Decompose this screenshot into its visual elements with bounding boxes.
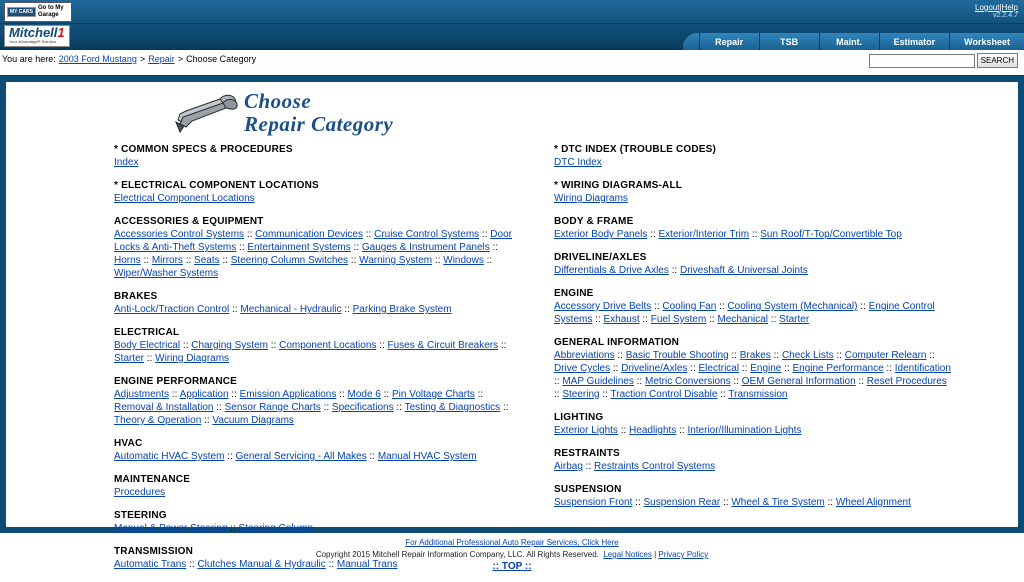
category-link-manual-trans[interactable]: Manual Trans xyxy=(336,559,398,570)
category-link-computer-relearn[interactable]: Computer Relearn xyxy=(844,350,927,361)
link-separator: :: xyxy=(380,389,392,400)
category-link-general-servicing-all-makes[interactable]: General Servicing - All Makes xyxy=(235,451,367,462)
mitchell-logo[interactable] xyxy=(4,25,70,47)
category-link-list xyxy=(554,349,954,401)
category-link-driveline-axles[interactable]: Driveline/Axles xyxy=(621,363,688,374)
link-separator: :: xyxy=(350,242,362,253)
category-link-wiring-diagrams[interactable]: Wiring Diagrams xyxy=(554,193,628,204)
link-separator: :: xyxy=(376,340,388,351)
category-group-title: TRANSMISSION xyxy=(114,546,194,557)
category-link-restraints-control-systems[interactable]: Restraints Control Systems xyxy=(594,461,716,472)
category-link-accessory-drive-belts[interactable]: Accessory Drive Belts xyxy=(554,301,652,312)
search-box xyxy=(869,53,1018,68)
link-separator: :: xyxy=(366,451,378,462)
privacy-policy-link[interactable]: Privacy Policy xyxy=(658,550,709,559)
category-link-sensor-range-charts[interactable]: Sensor Range Charts xyxy=(224,402,321,413)
category-group-wiring-diagrams-all xyxy=(554,180,1018,205)
link-separator: :: xyxy=(720,497,732,508)
category-link-removal-installation[interactable]: Removal & Installation xyxy=(114,402,214,413)
page-header xyxy=(6,82,1018,144)
category-link-starter[interactable]: Starter xyxy=(779,314,810,325)
category-group-engine xyxy=(554,288,1018,326)
category-link-fuses-circuit-breakers[interactable]: Fuses & Circuit Breakers xyxy=(387,340,499,351)
right-column xyxy=(512,144,1018,582)
link-separator: :: xyxy=(857,301,869,312)
category-link-list xyxy=(554,264,954,277)
link-separator: :: xyxy=(180,340,192,351)
breadcrumb-prefix: You are here: xyxy=(2,54,56,64)
link-separator: :: xyxy=(554,376,563,387)
link-separator: :: xyxy=(144,353,156,364)
link-separator: :: xyxy=(730,376,742,387)
link-separator: :: xyxy=(926,350,935,361)
category-link-mode-6[interactable]: Mode 6 xyxy=(347,389,381,400)
link-separator: :: xyxy=(489,242,499,253)
category-link-steering-column-switches[interactable]: Steering Column Switches xyxy=(230,255,349,266)
category-link-list xyxy=(114,339,512,365)
link-separator: :: xyxy=(717,389,729,400)
category-link-theory-operation[interactable]: Theory & Operation xyxy=(114,415,202,426)
link-separator: :: xyxy=(554,389,563,400)
category-link-wheel-alignment[interactable]: Wheel Alignment xyxy=(835,497,911,508)
category-group-title: * ELECTRICAL COMPONENT LOCATIONS xyxy=(114,180,319,191)
category-link-door-locks-anti-theft-systems[interactable]: Door Locks & Anti-Theft Systems xyxy=(114,229,512,253)
category-link-testing-diagnostics[interactable]: Testing & Diagnostics xyxy=(404,402,501,413)
category-link-list xyxy=(554,424,954,437)
link-separator: :: xyxy=(479,229,491,240)
category-group-title: GENERAL INFORMATION xyxy=(554,337,680,348)
category-group-engine-performance xyxy=(114,376,512,427)
category-link-metric-conversions[interactable]: Metric Conversions xyxy=(645,376,731,387)
link-separator: :: xyxy=(244,229,256,240)
link-separator: :: xyxy=(325,559,337,570)
category-group-title: BODY & FRAME xyxy=(554,216,634,227)
category-link-engine-control-systems[interactable]: Engine Control Systems xyxy=(554,301,935,325)
category-link-sun-roof-t-top-convertible-top[interactable]: Sun Roof/T-Top/Convertible Top xyxy=(760,229,902,240)
link-separator: :: xyxy=(632,497,644,508)
page-title-line1: Choose xyxy=(244,89,312,113)
nav-left-cap xyxy=(683,33,699,50)
category-link-parking-brake-system[interactable]: Parking Brake System xyxy=(352,304,452,315)
link-separator: :: xyxy=(320,402,332,413)
category-link-list xyxy=(114,450,512,463)
main-nav xyxy=(683,24,1024,50)
copyright-text: Copyright 2015 Mitchell Repair Information Company, LLC. All Rights Reserved. xyxy=(315,550,599,559)
brand-bar xyxy=(0,24,1024,50)
category-link-procedures[interactable]: Procedures xyxy=(114,487,166,498)
category-link-interior-illumination-lights[interactable]: Interior/Illumination Lights xyxy=(687,425,802,436)
category-link-list xyxy=(554,228,954,241)
brand-tagline: Your eDvantage® Solution xyxy=(9,39,57,44)
category-group-restraints xyxy=(554,448,1018,473)
my-garage-button[interactable] xyxy=(4,2,72,22)
category-group-title: RESTRAINTS xyxy=(554,448,620,459)
category-link-list xyxy=(554,156,954,169)
category-link-list xyxy=(114,522,512,535)
category-link-adjustments[interactable]: Adjustments xyxy=(114,389,170,400)
category-group-title: * WIRING DIAGRAMS-ALL xyxy=(554,180,683,191)
category-link-communication-devices[interactable]: Communication Devices xyxy=(255,229,363,240)
back-to-top-link[interactable]: :: TOP :: xyxy=(492,561,532,572)
link-separator: :: xyxy=(676,425,688,436)
category-link-traction-control-disable[interactable]: Traction Control Disable xyxy=(610,389,718,400)
link-separator: :: xyxy=(483,255,493,266)
brand-name: Mitchell xyxy=(9,25,58,40)
breadcrumb-sep-2: > xyxy=(177,54,184,64)
category-link-list xyxy=(114,388,512,427)
category-link-list xyxy=(114,486,512,499)
category-group-title: ELECTRICAL xyxy=(114,327,180,338)
category-link-wheel-tire-system[interactable]: Wheel & Tire System xyxy=(731,497,825,508)
category-columns xyxy=(6,144,1018,582)
link-separator: :: xyxy=(228,389,240,400)
category-link-engine-performance[interactable]: Engine Performance xyxy=(792,363,884,374)
category-link-anti-lock-traction-control[interactable]: Anti-Lock/Traction Control xyxy=(114,304,230,315)
link-separator: :: xyxy=(213,402,225,413)
tab-maint[interactable]: Maint. xyxy=(819,33,879,50)
link-separator: :: xyxy=(687,363,699,374)
link-separator: :: xyxy=(768,314,780,325)
my-garage-label-line2: Garage xyxy=(37,12,59,18)
category-link-electrical-component-locations[interactable]: Electrical Component Locations xyxy=(114,193,255,204)
category-group-maintenance xyxy=(114,474,512,499)
category-group-dtc-index-trouble-codes xyxy=(554,144,1018,169)
category-link-steering-column[interactable]: Steering Column xyxy=(238,523,314,534)
link-separator: :: xyxy=(363,229,375,240)
category-group-title: LIGHTING xyxy=(554,412,604,423)
breadcrumb-vehicle[interactable]: 2003 Ford Mustang xyxy=(58,54,137,64)
category-link-exhaust[interactable]: Exhaust xyxy=(603,314,640,325)
category-link-accessories-control-systems[interactable]: Accessories Control Systems xyxy=(114,229,245,240)
category-link-pin-voltage-charts[interactable]: Pin Voltage Charts xyxy=(391,389,475,400)
tab-repair[interactable]: Repair xyxy=(699,33,759,50)
category-group-driveline-axles xyxy=(554,252,1018,277)
category-group-suspension xyxy=(554,484,1018,509)
link-separator: :: xyxy=(229,304,241,315)
category-link-identification[interactable]: Identification xyxy=(894,363,951,374)
category-link-seats[interactable]: Seats xyxy=(194,255,220,266)
footer-divider: | xyxy=(654,550,657,559)
category-link-body-electrical[interactable]: Body Electrical xyxy=(114,340,181,351)
category-link-list xyxy=(114,156,512,169)
category-link-list xyxy=(554,192,954,205)
category-group-steering xyxy=(114,510,512,535)
category-link-fuel-system[interactable]: Fuel System xyxy=(650,314,707,325)
link-separator: :: xyxy=(728,350,740,361)
category-group-electrical-component-locations xyxy=(114,180,512,205)
category-group-lighting xyxy=(554,412,1018,437)
my-garage-label-line1: Go to My xyxy=(37,5,64,11)
legal-notices-link[interactable]: Legal Notices xyxy=(603,550,652,559)
category-group-title: ACCESSORIES & EQUIPMENT xyxy=(114,216,264,227)
category-link-headlights[interactable]: Headlights xyxy=(629,425,677,436)
category-link-check-lists[interactable]: Check Lists xyxy=(781,350,834,361)
breadcrumb-sep-1: > xyxy=(139,54,146,64)
link-separator: :: xyxy=(500,402,509,413)
category-link-wiper-washer-systems[interactable]: Wiper/Washer Systems xyxy=(114,268,219,279)
category-group-title: ENGINE xyxy=(554,288,594,299)
category-link-entertainment-systems[interactable]: Entertainment Systems xyxy=(247,242,351,253)
breadcrumb-repair[interactable]: Repair xyxy=(148,54,175,64)
link-separator: :: xyxy=(140,255,152,266)
link-separator: :: xyxy=(749,229,761,240)
tab-estimator[interactable]: Estimator xyxy=(879,33,950,50)
category-group-title: STEERING xyxy=(114,510,167,521)
link-separator: :: xyxy=(647,229,659,240)
link-separator: :: xyxy=(224,451,236,462)
category-link-abbreviations[interactable]: Abbreviations xyxy=(554,350,615,361)
link-separator: :: xyxy=(592,314,604,325)
category-link-cooling-fan[interactable]: Cooling Fan xyxy=(662,301,717,312)
link-separator: :: xyxy=(227,523,239,534)
link-separator: :: xyxy=(201,415,213,426)
link-separator: :: xyxy=(236,242,248,253)
tab-worksheet[interactable]: Worksheet xyxy=(949,33,1024,50)
help-link[interactable]: Help xyxy=(1001,3,1018,12)
link-separator: :: xyxy=(219,255,231,266)
link-separator: :: xyxy=(639,314,651,325)
link-separator: :: xyxy=(668,265,680,276)
tab-tsb[interactable]: TSB xyxy=(759,33,819,50)
link-separator: :: xyxy=(582,461,595,472)
breadcrumb-bar xyxy=(0,50,1024,76)
category-link-driveshaft-universal-joints[interactable]: Driveshaft & Universal Joints xyxy=(679,265,808,276)
category-link-mechanical[interactable]: Mechanical xyxy=(717,314,769,325)
link-separator: :: xyxy=(474,389,484,400)
category-link-starter[interactable]: Starter xyxy=(114,353,145,364)
link-separator: :: xyxy=(651,301,663,312)
category-link-brakes[interactable]: Brakes xyxy=(739,350,771,361)
category-link-drive-cycles[interactable]: Drive Cycles xyxy=(554,363,611,374)
category-link-list xyxy=(114,303,512,316)
category-link-transmission[interactable]: Transmission xyxy=(728,389,788,400)
link-separator: :: xyxy=(781,363,793,374)
top-right-links xyxy=(975,3,1018,19)
logout-link[interactable]: Logout xyxy=(975,3,1000,12)
link-separator: :: xyxy=(739,363,751,374)
pro-services-link[interactable]: For Additional Professional Auto Repair Services, Click Here xyxy=(405,538,619,547)
top-bar xyxy=(0,0,1024,24)
link-separator: :: xyxy=(770,350,782,361)
category-link-list xyxy=(554,300,954,326)
category-link-oem-general-information[interactable]: OEM General Information xyxy=(741,376,856,387)
category-link-manual-hvac-system[interactable]: Manual HVAC System xyxy=(377,451,477,462)
category-link-windows[interactable]: Windows xyxy=(443,255,484,266)
category-link-emission-applications[interactable]: Emission Applications xyxy=(239,389,337,400)
category-link-exterior-interior-trim[interactable]: Exterior/Interior Trim xyxy=(658,229,750,240)
category-link-differentials-drive-axles[interactable]: Differentials & Drive Axles xyxy=(554,265,669,276)
category-group-title: SUSPENSION xyxy=(554,484,622,495)
category-group-title: MAINTENANCE xyxy=(114,474,191,485)
category-link-wiring-diagrams[interactable]: Wiring Diagrams xyxy=(155,353,230,364)
category-group-general-information xyxy=(554,337,1018,401)
link-separator: :: xyxy=(716,301,728,312)
my-cars-logo: MY CARS xyxy=(7,7,36,17)
category-group-brakes xyxy=(114,291,512,316)
link-separator: :: xyxy=(169,389,180,400)
category-link-vacuum-diagrams[interactable]: Vacuum Diagrams xyxy=(212,415,294,426)
link-separator: :: xyxy=(393,402,405,413)
category-link-horns[interactable]: Horns xyxy=(114,255,141,266)
link-separator: :: xyxy=(633,376,645,387)
category-link-suspension-front[interactable]: Suspension Front xyxy=(554,497,633,508)
category-link-index[interactable]: Index xyxy=(114,157,139,168)
link-separator: :: xyxy=(824,497,836,508)
link-separator: :: xyxy=(432,255,444,266)
link-separator: :: xyxy=(336,389,348,400)
category-link-mirrors[interactable]: Mirrors xyxy=(151,255,183,266)
category-link-basic-trouble-shooting[interactable]: Basic Trouble Shooting xyxy=(625,350,729,361)
link-separator: :: xyxy=(706,314,718,325)
category-link-application[interactable]: Application xyxy=(179,389,229,400)
page-title xyxy=(244,90,393,136)
category-group-title: DRIVELINE/AXLES xyxy=(554,252,647,263)
category-group-accessories-equipment xyxy=(114,216,512,280)
category-link-list xyxy=(114,558,512,571)
link-separator: :: xyxy=(348,255,360,266)
category-link-component-locations[interactable]: Component Locations xyxy=(279,340,377,351)
wrench-icon xyxy=(174,90,240,141)
category-link-map-guidelines[interactable]: MAP Guidelines xyxy=(562,376,634,387)
link-separator: :: xyxy=(614,350,626,361)
page-title-line2: Repair Category xyxy=(244,112,394,136)
link-separator: :: xyxy=(833,350,845,361)
category-link-list xyxy=(554,460,954,473)
link-separator: :: xyxy=(599,389,611,400)
category-group-transmission xyxy=(114,546,512,571)
link-separator: :: xyxy=(267,340,280,351)
category-link-warning-system[interactable]: Warning System xyxy=(359,255,433,266)
brand-dot: 1 xyxy=(57,25,65,40)
link-separator: :: xyxy=(182,255,195,266)
link-separator: :: xyxy=(341,304,353,315)
category-link-clutches-manual-hydraulic[interactable]: Clutches Manual & Hydraulic xyxy=(197,559,326,570)
link-separator: :: xyxy=(610,363,622,374)
category-link-list xyxy=(114,192,512,205)
category-link-specifications[interactable]: Specifications xyxy=(331,402,394,413)
version-label: v2.2.4.7 xyxy=(993,12,1018,19)
left-column xyxy=(6,144,512,582)
category-group-body-frame xyxy=(554,216,1018,241)
category-link-engine[interactable]: Engine xyxy=(750,363,782,374)
category-group-title: HVAC xyxy=(114,438,143,449)
links-divider: | xyxy=(999,3,1002,12)
category-link-airbag[interactable]: Airbag xyxy=(554,461,583,472)
category-link-list xyxy=(554,496,954,509)
category-link-manual-power-steering[interactable]: Manual & Power Steering xyxy=(114,523,228,534)
category-link-reset-procedures[interactable]: Reset Procedures xyxy=(866,376,947,387)
category-link-mechanical-hydraulic[interactable]: Mechanical - Hydraulic xyxy=(240,304,342,315)
category-group-electrical xyxy=(114,327,512,365)
category-group-hvac xyxy=(114,438,512,463)
category-link-suspension-rear[interactable]: Suspension Rear xyxy=(643,497,721,508)
category-link-dtc-index[interactable]: DTC Index xyxy=(554,157,602,168)
category-group-title: * DTC INDEX (TROUBLE CODES) xyxy=(554,144,717,155)
category-link-exterior-body-panels[interactable]: Exterior Body Panels xyxy=(554,229,648,240)
category-link-cruise-control-systems[interactable]: Cruise Control Systems xyxy=(374,229,480,240)
category-link-exterior-lights[interactable]: Exterior Lights xyxy=(554,425,618,436)
category-link-charging-system[interactable]: Charging System xyxy=(191,340,268,351)
link-separator: :: xyxy=(855,376,867,387)
category-link-list xyxy=(114,228,512,280)
search-input[interactable] xyxy=(869,54,975,68)
link-separator: :: xyxy=(883,363,895,374)
category-link-gauges-instrument-panels[interactable]: Gauges & Instrument Panels xyxy=(361,242,490,253)
search-button[interactable]: SEARCH xyxy=(977,53,1018,68)
link-separator: :: xyxy=(617,425,630,436)
breadcrumb-current: Choose Category xyxy=(186,54,257,64)
category-link-automatic-hvac-system[interactable]: Automatic HVAC System xyxy=(114,451,225,462)
category-group-title: ENGINE PERFORMANCE xyxy=(114,376,238,387)
category-link-steering[interactable]: Steering xyxy=(562,389,600,400)
category-group-title: * COMMON SPECS & PROCEDURES xyxy=(114,144,293,155)
category-group-common-specs-procedures xyxy=(114,144,512,169)
category-group-title: BRAKES xyxy=(114,291,158,302)
category-link-cooling-system-mechanical[interactable]: Cooling System (Mechanical) xyxy=(727,301,858,312)
category-link-automatic-trans[interactable]: Automatic Trans xyxy=(114,559,187,570)
link-separator: :: xyxy=(186,559,198,570)
category-link-electrical[interactable]: Electrical xyxy=(698,363,740,374)
link-separator: :: xyxy=(498,340,507,351)
